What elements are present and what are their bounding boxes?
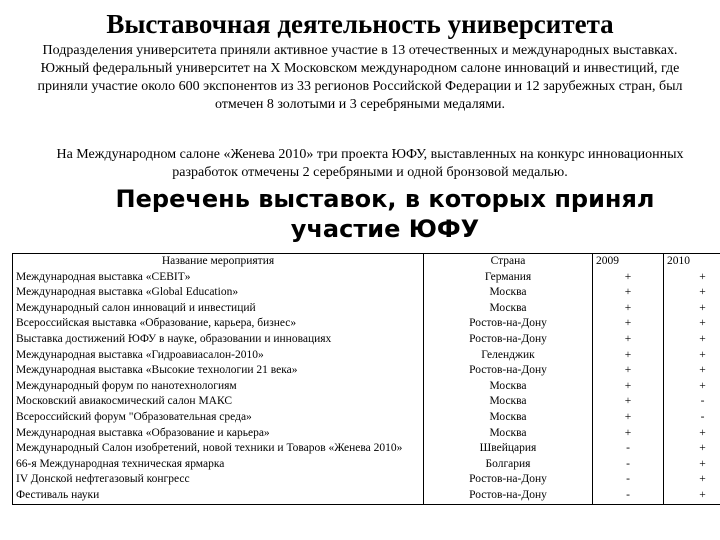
table-row bbox=[13, 348, 720, 364]
table-row bbox=[13, 332, 720, 348]
exhibitions-list-title: Перечень выставок, в которых принял участие ЮФУ bbox=[115, 185, 655, 243]
country-cell: Германия bbox=[424, 270, 593, 286]
year-2010-cell: + bbox=[664, 379, 720, 395]
year-2009-cell: - bbox=[593, 488, 664, 504]
year-2010-cell: + bbox=[664, 285, 720, 301]
event-name-cell: Фестиваль науки bbox=[13, 488, 424, 504]
year-2010-cell: + bbox=[664, 348, 720, 364]
event-name-cell: Московский авиакосмический салон МАКС bbox=[13, 394, 424, 410]
year-2009-cell: + bbox=[593, 348, 664, 364]
country-cell: Москва bbox=[424, 394, 593, 410]
year-2010-cell: + bbox=[664, 457, 720, 473]
country-cell: Ростов-на-Дону bbox=[424, 316, 593, 332]
event-name-cell: Выставка достижений ЮФУ в науке, образовании и инновациях bbox=[13, 332, 424, 348]
table-row bbox=[13, 410, 720, 426]
country-cell: Геленджик bbox=[424, 348, 593, 364]
country-cell: Москва bbox=[424, 379, 593, 395]
year-2009-cell: + bbox=[593, 394, 664, 410]
intro-text bbox=[20, 42, 700, 114]
event-name-cell: Международный форум по нанотехнологиям bbox=[13, 379, 424, 395]
table-row bbox=[13, 488, 720, 504]
table-row bbox=[13, 363, 720, 379]
country-cell: Москва bbox=[424, 426, 593, 442]
year-2010-cell: + bbox=[664, 488, 720, 504]
table-row bbox=[13, 426, 720, 442]
event-name-cell: 66-я Международная техническая ярмарка bbox=[13, 457, 424, 473]
table-row bbox=[13, 316, 720, 332]
exhibitions-table bbox=[12, 253, 720, 505]
year-2010-cell: - bbox=[664, 410, 720, 426]
country-cell: Ростов-на-Дону bbox=[424, 363, 593, 379]
year-2009-cell: - bbox=[593, 472, 664, 488]
year-2010-cell: - bbox=[664, 394, 720, 410]
event-name-cell: Международный Салон изобретений, новой техники и Товаров «Женева 2010» bbox=[13, 441, 424, 457]
year-2010-cell: + bbox=[664, 472, 720, 488]
table-row bbox=[13, 457, 720, 473]
country-cell: Швейцария bbox=[424, 441, 593, 457]
event-name-cell: Международная выставка «CEBIT» bbox=[13, 270, 424, 286]
country-cell: Москва bbox=[424, 410, 593, 426]
table-row bbox=[13, 301, 720, 317]
intro-paragraph: Южный федеральный университет на X Московском международном салоне инноваций и инвестиций, где приняли участие около 600 экспонентов из 33 регионов Российской Федерации и 12 зарубежных стран, был отмечен 8 золотыми и 3 серебряными медалями. bbox=[37, 61, 683, 112]
country-cell: Ростов-на-Дону bbox=[424, 472, 593, 488]
event-name-cell: Международная выставка «Образование и карьера» bbox=[13, 426, 424, 442]
year-2009-cell: + bbox=[593, 363, 664, 379]
event-name-cell: Международная выставка «Высокие технологии 21 века» bbox=[13, 363, 424, 379]
table-header-row bbox=[13, 254, 720, 270]
header-year-2010: 2010 bbox=[664, 254, 720, 270]
table-row bbox=[13, 472, 720, 488]
country-cell: Москва bbox=[424, 285, 593, 301]
year-2009-cell: + bbox=[593, 410, 664, 426]
year-2009-cell: + bbox=[593, 426, 664, 442]
table-row bbox=[13, 441, 720, 457]
country-cell: Ростов-на-Дону bbox=[424, 488, 593, 504]
country-cell: Москва bbox=[424, 301, 593, 317]
year-2010-cell: + bbox=[664, 363, 720, 379]
table-row bbox=[13, 394, 720, 410]
event-name-cell: Всероссийский форум "Образовательная среда» bbox=[13, 410, 424, 426]
table-row bbox=[13, 285, 720, 301]
year-2010-cell: + bbox=[664, 332, 720, 348]
page-title: Выставочная деятельность университета bbox=[106, 9, 614, 39]
event-name-cell: IV Донской нефтегазовый конгресс bbox=[13, 472, 424, 488]
year-2009-cell: - bbox=[593, 441, 664, 457]
year-2010-cell: + bbox=[664, 441, 720, 457]
event-name-cell: Всероссийская выставка «Образование, карьера, бизнес» bbox=[13, 316, 424, 332]
country-cell: Ростов-на-Дону bbox=[424, 332, 593, 348]
event-name-cell: Международный салон инноваций и инвестиций bbox=[13, 301, 424, 317]
country-cell: Болгария bbox=[424, 457, 593, 473]
header-event-name: Название мероприятия bbox=[13, 254, 424, 270]
year-2009-cell: + bbox=[593, 285, 664, 301]
year-2009-cell: + bbox=[593, 316, 664, 332]
year-2010-cell: + bbox=[664, 426, 720, 442]
header-year-2009: 2009 bbox=[593, 254, 664, 270]
table-row bbox=[13, 270, 720, 286]
year-2010-cell: + bbox=[664, 270, 720, 286]
year-2010-cell: + bbox=[664, 316, 720, 332]
event-name-cell: Международная выставка «Global Education» bbox=[13, 285, 424, 301]
year-2009-cell: + bbox=[593, 301, 664, 317]
year-2009-cell: + bbox=[593, 332, 664, 348]
year-2010-cell: + bbox=[664, 301, 720, 317]
intro-paragraph: Подразделения университета приняли активное участие в 13 отечественных и международных выставках. bbox=[42, 43, 678, 58]
header-country: Страна bbox=[424, 254, 593, 270]
year-2009-cell: - bbox=[593, 457, 664, 473]
geneva-note: На Международном салоне «Женева 2010» три проекта ЮФУ, выставленных на конкурс инновационных разработок отмечены 2 серебряными и одной бронзовой медалью. bbox=[56, 147, 684, 180]
event-name-cell: Международная выставка «Гидроавиасалон-2010» bbox=[13, 348, 424, 364]
year-2009-cell: + bbox=[593, 270, 664, 286]
year-2009-cell: + bbox=[593, 379, 664, 395]
table-row bbox=[13, 379, 720, 395]
